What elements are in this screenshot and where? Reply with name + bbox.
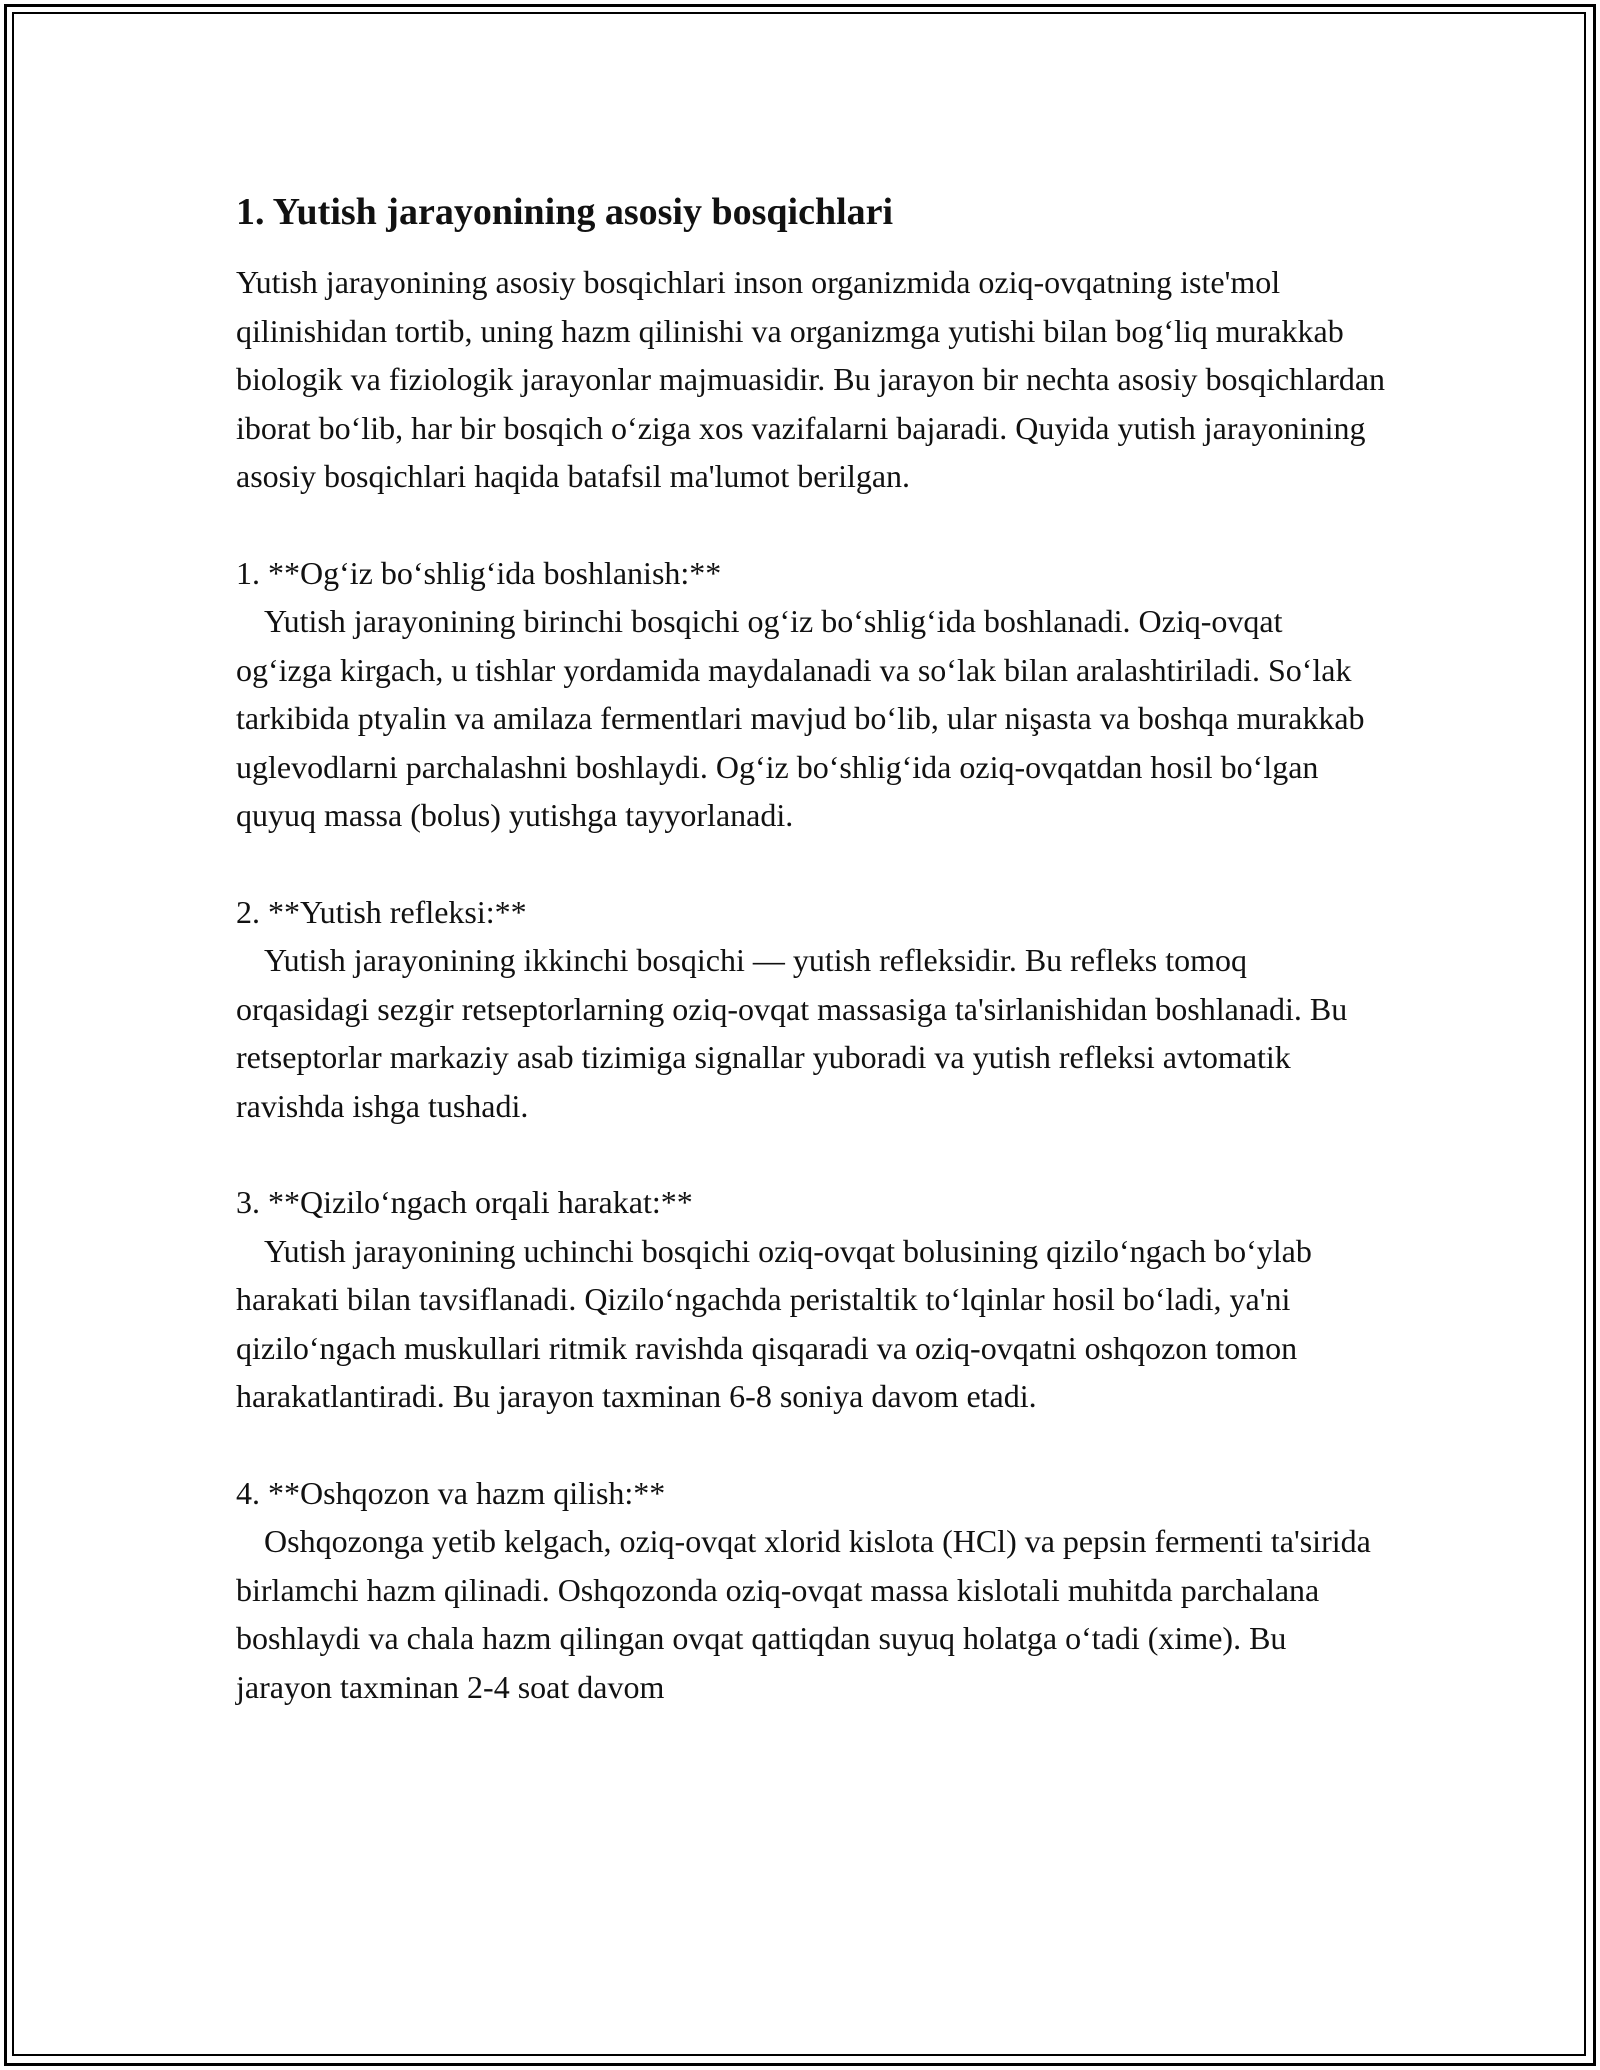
list-item-body: Yutish jarayonining uchinchi bosqichi oziq-ovqat bolusining qizilo‘ngach bo‘ylab harakati bilan tavsiflanadi. Qizilo‘ngachda peristaltik to‘lqinlar hosil bo‘ladi, ya'ni qizilo‘ngach muskullari ritmik ravishda qisqaradi va oziq-ovqatni oshqozon tomon harakatlantiradi. Bu jarayon taxminan 6-8 soniya davom etadi. — [236, 1232, 1312, 1414]
list-item-2 — [236, 888, 1386, 1131]
list-item-body: Oshqozonga yetib kelgach, oziq-ovqat xlorid kislota (HCl) va pepsin fermenti ta'sirida birlamchi hazm qilinadi. Oshqozonda oziq-ovqat massa kislotali muhitda parchalana boshlaydi va chala hazm qilingan ovqat qattiqdan suyuq holatga o‘tadi (xime). Bu jarayon taxminan 2-4 soat davom — [236, 1523, 1371, 1705]
intro-paragraph: Yutish jarayonining asosiy bosqichlari inson organizmida oziq-ovqatning iste'mol qilinishidan tortib, uning hazm qilinishi va organizmga yutishi bilan bog‘liq murakkab biologik va fiziologik jarayonlar majmuasidir. Bu jarayon bir nechta asosiy bosqichlardan iborat bo‘lib, har bir bosqich o‘ziga xos vazifalarni bajaradi. Quyida yutish jarayonining asosiy bosqichlari haqida batafsil ma'lumot berilgan. — [236, 264, 1386, 494]
list-item-title: 4. **Oshqozon va hazm qilish:** — [236, 1474, 666, 1511]
list-item-title: 2. **Yutish refleksi:** — [236, 893, 527, 930]
list-item-title: 3. **Qizilo‘ngach orqali harakat:** — [236, 1184, 693, 1220]
list-item-4 — [236, 1469, 1386, 1712]
document-content — [236, 188, 1386, 1711]
list-item-3 — [236, 1178, 1386, 1421]
list-item-1 — [236, 549, 1386, 840]
list-item-body: Yutish jarayonining birinchi bosqichi og‘iz bo‘shlig‘ida boshlanadi. Oziq-ovqat og‘izga kirgach, u tishlar yordamida maydalanadi va so‘lak bilan aralashtiriladi. So‘lak tarkibida ptyalin va amilaza fermentlari mavjud bo‘lib, ular nişasta va boshqa murakkab uglevodlarni parchalashni boshlaydi. Og‘iz bo‘shlig‘ida oziq-ovqatdan hosil bo‘lgan quyuq massa (bolus) yutishga tayyorlanadi. — [236, 603, 1365, 833]
list-item-title: 1. **Og‘iz bo‘shlig‘ida boshlanish:** — [236, 554, 722, 591]
list-item-body: Yutish jarayonining ikkinchi bosqichi — yutish refleksidir. Bu refleks tomoq orqasidagi sezgir retseptorlarning oziq-ovqat massasiga ta'sirlanishidan boshlanadi. Bu retseptorlar markaziy asab tizimiga signallar yuboradi va yutish refleksi avtomatik ravishda ishga tushadi. — [236, 942, 1348, 1124]
section-heading: 1. Yutish jarayonining asosiy bosqichlari — [236, 191, 894, 233]
